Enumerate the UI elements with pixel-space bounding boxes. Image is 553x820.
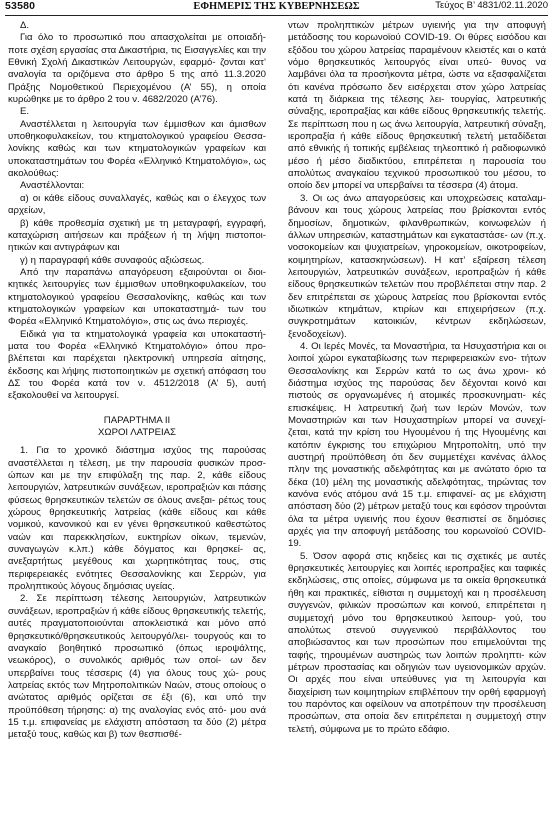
right-column <box>288 20 546 736</box>
left-column <box>8 20 266 742</box>
paragraph: Αναστέλλονται: <box>20 180 85 192</box>
paragraph: Από την παραπάνω απαγόρευση εξαιρούνται οι διοι- κητικές λειτουργίες των έμμισθων υποθηκοφυλακείων, του κτηματολογικού γραφείου Θεσσαλονίκης, καθώς και των κτηματολογικών γραφείων και υποκαταστημά- των του Φορέα «Ελληνικό Κτηματολόγιο», στις ως άνω περιοχές. <box>8 266 266 328</box>
paragraph: Αναστέλλεται η λειτουργία των έμμισθων και άμισθων υποθηκοφυλακείων, του κτηματολογικού γραφείου Θεσσα- λονίκης καθώς και των κτηματολογικών γραφείων και υποκαταστημάτων του Φορέα «Ελληνικό Κτηματολόγιο», ως ακολούθως: <box>8 118 266 180</box>
paragraph: 4. Οι Ιερές Μονές, τα Μοναστήρια, τα Ησυχαστήρια και οι λοιποί χώροι εγκαταβίωσης των περιφερειακών ενο- τήτων Θεσσαλονίκης και Σερρών κατά το ως άνω χρονι- κό διάστημα ισχύος της παρούσας δεν δέχονται κοινό και πιστούς σε οργανωμένες ή ατομικές προσκυνηματι- κές επισκέψεις. Η λατρευτική ζωή των Ιερών Μονών, των Μοναστηριών και των Ησυχαστηρίων μπορεί να συνεχί- ζεται, κατά την κρίση του Ηγουμένου ή της Ηγουμένης και κατόπιν έγκρισης του επιχώριου Μητροπολίτη, υπό την αυστηρή προϋπόθεση ότι δεν συμμετέχει κανένας άλλος πλην της μοναστικής αδελφότητας και με ανώτατο όριο τα δέκα (10) μέλη της μοναστικής αδελφότητας, τηρώντας τον κανόνα ενός ατόμου ανά 15 τ.μ. επιφανεί- ας με ελάχιστη απόσταση δύο (2) μέτρων μεταξύ τους και εφόσον τηρούνται όλα τα μέτρα υγιεινής που έχουν θεσπιστεί σε δημόσιες αρχές για την αποφυγή μετάδοσης του κορωνοϊού COVID-19. <box>288 340 546 550</box>
paragraph: 1. Για το χρονικό διάστημα ισχύος της παρούσας αναστέλλεται η τέλεση, με την παρουσία φυσικών προσ- ώπων και με την επιφύλαξη της παρ. 2, κάθε είδους λειτουργιών, λατρευτικών συνάξεων, ιεροπραξιών και πάσης φύσεως θρησκευτικών τελετών σε όλους ανεξαι- ρέτως τους χώρους θρησκευτικής λατρείας (κάθε είδους και κάθε νομικού, κανονικού και εν γένει θρησκευτικού καθεστώτος ναών και παρεκκλησίων, ευκτηρίων οίκων, τεμενών, συναγωγών κ.λπ.) κάθε δόγματος και θρησκεί- ας, ανεξαρτήτως μεγέθους και χωρητικότητας τους, στις περιφερειακές ενότητες Θεσσαλονίκης και Σερρών, για προληπτικούς λόγους δημόσιας υγείας. <box>8 445 266 593</box>
paragraph: ντων προληπτικών μέτρων υγιεινής για την αποφυγή μετάδοσης του κορωνοϊού COVID-19. Οι θύρες εισόδου και εξόδου του χώρου λατρείας παραμένουν κλειστές και ο κατά νόμο θρησκευτικός λειτουργός είναι υπεύ- θυνος να λαμβάνει όλα τα προσήκοντα μέτρα, ώστε να εξασφαλίζεται ότι κανένα πρόσωπο δεν εισέρχεται στον χώρο λατρείας κατά τη διάρκεια της τέλεσης λει- τουργίας, λατρευτικής σύναξης, ιεροπραξίας και κάθε είδους θρησκευτικής τελετής. Σε περίπτωση που η ως άνω λειτουργία, λατρευτική σύναξη, ιεροπραξία ή κάθε είδους θρησκευτική τελετή μεταδίδεται από εθνικής ή τοπικής εμβέλειας τηλεοπτικό ή ραδιοφωνικό μέσο ή μέσο διαδικτύου, επιτρέπεται η παρουσία του απολύτως αναγκαίου τεχνικού προσωπικού του μέσου, το οποίο δεν μπορεί να υπερβαίνει τα τέσσερα (4) άτομα. <box>288 20 546 192</box>
paragraph: 2. Σε περίπτωση τέλεσης λειτουργιών, λατρευτικών συνάξεων, ιεροπραξιών ή κάθε είδους θρησκευτικής τελετής, αυτές πραγματοποιούνται αποκλειστικά και μόνο από θρησκευτικό/θρησκευτικούς λειτουργό/λει- τουργούς και το αναγκαίο βοηθητικό προσωπικό (όπως ιεροψάλτης, νεωκόρος), ο συνολικός αριθμός των οποί- ων δεν υπερβαίνει τους τέσσερις (4) για όλους τους χώ- ρους λατρείας εκτός των Μητροπολιτικών Ναών, στους οποίους ο ανώτατος αριθμός ορίζεται σε έξι (6), και υπό την προϋπόθεση τήρησης: α) της αναλογίας ενός ατό- μου ανά 15 τ.μ. επιφανείας με ελάχιστη απόσταση τα δύο (2) μέτρα μεταξύ τους, καθώς και β) των θεσπισθέ- <box>8 593 266 741</box>
gazette-title: ΕΦΗΜΕΡΙΣ ΤΗΣ ΚΥΒΕΡΝΗΣΕΩΣ <box>193 1 360 12</box>
issue-info: Τεύχος Β’ 4831/02.11.2020 <box>435 0 548 11</box>
paragraph: 3. Οι ως άνω απαγορεύσεις και υποχρεώσεις καταλαμ- βάνουν και τους χώρους λατρείας που βρίσκονται εντός δημοσίων, δημοτικών, φιλανθρωπικών, κοινωφελών ή άλλων υπηρεσιών, καταστημάτων και εγκαταστάσε- ων (π.χ. νοσοκομείων και ψυχιατρείων, γηροκομείων, οικοτροφείων, κοιμητηρίων, κατασκηνώσεων). Η κατ’ εξαίρεση τέλεση λειτουργιών, λατρευτικών συνάξεων, ιεροπραξιών ή κάθε είδους θρησκευτικών τελετών που προβλέπεται στην παρ. 2 δεν επιτρέπεται σε χώρους λατρείας που βρίσκονται εντός ιδιωτικών κτημάτων, κτιρίων και επιχειρήσεων (π.χ. συγκροτημάτων κατοικιών, κέντρων εκδηλώσεων, ξενοδοχείων). <box>288 192 546 340</box>
paragraph: Ειδικά για τα κτηματολογικά γραφεία και υποκαταστή- ματα του Φορέα «Ελληνικό Κτηματολόγιο» όπου προ- βλέπεται και παρέχεται ηλεκτρονική υπηρεσία αίτησης, έκδοσης και λήψης πιστοποιητικών με σχετική απόφαση του ΔΣ του Φορέα κατά τον ν. 4512/2018 (Α’ 5), αυτή εξακολουθεί να λειτουργεί. <box>8 328 266 402</box>
section-letter-d: Δ. <box>20 20 30 31</box>
header-rule <box>5 15 548 16</box>
section-letter-e: Ε. <box>20 106 30 118</box>
list-item: γ) η παραγραφή κάθε συναφούς αξιώσεως. <box>20 254 205 266</box>
page-header <box>5 0 548 14</box>
paragraph: Για όλο το προσωπικό που απασχολείται με οποιαδή- ποτε σχέση εργασίας στα Δικαστήρια, τις Εισαγγελίες και την Εθνική Σχολή Δικαστικών Λειτουργών, εφαρμό- ζονται κατ’ αναλογία τα οριζόμενα στο άρθρο 5 της από 11.3.2020 Πράξης Νομοθετικού Περιεχομένου (Α’ 55), η οποία κυρώθηκε με το άρθρο 2 του ν. 4682/2020 (Α’76). <box>8 32 266 106</box>
annex-title: ΠΑΡΑΡΤΗΜΑ ΙΙ <box>103 414 171 426</box>
list-item: α) οι κάθε είδους συναλλαγές, καθώς και ο έλεγχος των αρχείων, <box>8 192 266 217</box>
page-number: 53580 <box>5 0 36 12</box>
paragraph: 5. Όσον αφορά στις κηδείες και τις σχετικές με αυτές θρησκευτικές λειτουργίες και λοιπές ιεροπραξίες και ταφικές εκδηλώσεις, στις οποίες, σύμφωνα με τα οικεία θρησκευτικά ήθη και πρακτικές, είθισται η συμμετοχή και η προσέλευση συγγενών, φιλικών προσώπων και κοινού, επιτρέπεται η συμμετοχή μόνο του θρησκευτικού λειτουρ- γού, του απολύτως στενού συγγενικού περιβάλλοντος του αποβιώσαντος και των προσώπων που επιμελούνται της ταφής, τηρουμένων αυστηρώς των λοιπών προληπτι- κών μέτρων προστασίας και οδηγιών των υγειονομικών αρχών. Οι αρχές που είναι υπεύθυνες για τη λειτουργία και διαχείριση των κοιμητηρίων επιβλέπουν την ορθή εφαρμογή του παρόντος και οφείλουν να αποτρέπουν την προσέλευση προσώπων, στα οποία δεν επιτρέπεται η συμμετοχή στην τελετή, σύμφωνα με το πρώτο εδάφιο. <box>288 550 546 735</box>
list-item: β) κάθε προθεσμία σχετική με τη μεταγραφή, εγγραφή, καταχώριση αιτήσεων και πράξεων ή τη λήψη πιστοποι- ητικών και αντιγράφων και <box>8 217 266 254</box>
annex-subtitle: ΧΩΡΟΙ ΛΑΤΡΕΙΑΣ <box>98 427 176 438</box>
